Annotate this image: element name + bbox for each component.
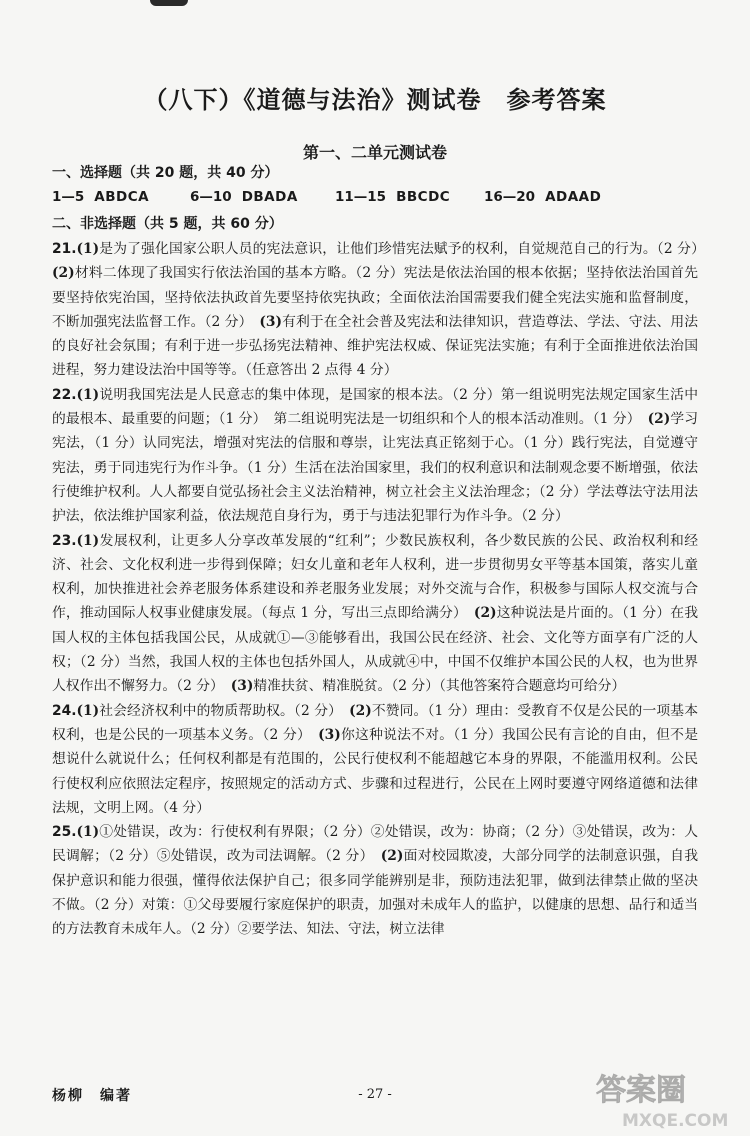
question-25 bbox=[52, 820, 698, 941]
part-label: (1) bbox=[76, 386, 100, 403]
part-text: 这种说法是片面的。（1 分）在我国人权的主体包括我国公民，从成就①—③能够看出，我国公民在经济、社会、文化等方面享有广泛的人权；（2 分）当然，我国人权的主体也包括外国人，从成就④中，中国不仅维护本国公民的人权，也为世界人权作出不懈努力。（2 分） bbox=[52, 605, 698, 695]
part-text: 精准扶贫、精准脱贫。（2 分）（其他答案符合题意均可给分） bbox=[253, 678, 626, 695]
part-text: 不赞同。（1 分）理由：受教育不仅是公民的一项基本权利，也是公民的一项基本义务。（2 分） bbox=[52, 702, 698, 743]
answer-keys: DBADA bbox=[241, 189, 298, 205]
answer-range: 11—15 bbox=[335, 189, 387, 205]
answer-body bbox=[52, 237, 712, 942]
question-23 bbox=[52, 529, 698, 699]
part-text: 说明我国宪法是人民意志的集中体现，是国家的根本法。（2 分）第一组说明宪法规定国家生活中的最根本、最重要的问题；（1 分） 第二组说明宪法是一切组织和个人的根本活动准则。（1 分） bbox=[52, 386, 698, 428]
part-label: (1) bbox=[76, 532, 100, 549]
question-number: 24. bbox=[52, 702, 77, 719]
part-label: (3) bbox=[230, 678, 254, 695]
part-text: 社会经济权利中的物质帮助权。（2 分） bbox=[99, 702, 350, 719]
page-title: （八下）《道德与法治》测试卷 参考答案 bbox=[143, 86, 607, 114]
question-number: 25. bbox=[52, 824, 77, 841]
answer-group bbox=[190, 189, 298, 205]
section-heading-nonchoice: 二、非选择题（共 5 题，共 60 分） bbox=[52, 216, 283, 232]
page-number: - 27 - bbox=[358, 1087, 392, 1102]
answer-range: 16—20 bbox=[484, 189, 536, 205]
question-number: 21. bbox=[52, 241, 77, 257]
watermark-logo-text: 答案圈 bbox=[596, 1073, 686, 1108]
part-label: (1) bbox=[76, 702, 100, 719]
question-24 bbox=[52, 699, 698, 820]
question-22 bbox=[52, 383, 698, 529]
part-label: (1) bbox=[76, 824, 100, 841]
part-label: (3) bbox=[259, 313, 283, 330]
part-label: (2) bbox=[473, 605, 497, 622]
part-text: 发展权利，让更多人分享改革发展的“红利”；少数民族权利，各少数民族的公民、政治权利和经济、社会、文化权利进一步得到保障；妇女儿童和老年人权利，进一步贯彻男女平等基本国策，落实儿童权利，加快推进社会养老服务体系建设和养老服务业发展；对外交流与合作，积极参与国际人权交流与合作，推动国际人权事业健康发展。（每点 1 分，写出三点即给满分） bbox=[52, 532, 698, 622]
answer-keys: ADAAD bbox=[545, 189, 602, 205]
answer-group bbox=[484, 189, 601, 205]
answer-group bbox=[335, 189, 450, 205]
question-number: 22. bbox=[52, 386, 77, 403]
part-label: (2) bbox=[52, 265, 75, 282]
watermark-url: MXQE.COM bbox=[622, 1111, 729, 1131]
part-text: 面对校园欺凌，大部分同学的法制意识强，自我保护意识和能力很强，懂得依法保护自己；很多同学能辨别是非，预防违法犯罪，做到法律禁止做的坚决不做。（2 分）对策：①父母要履行家庭保护的职责，加强对未成年人的监护，以健康的思想、品行和适当的方法教育未成年人。（2 分）②要学法、知法、守法，树立法律 bbox=[52, 848, 698, 938]
answer-range: 6—10 bbox=[190, 189, 232, 205]
question-21 bbox=[52, 237, 712, 383]
answer-keys: ABDCA bbox=[94, 189, 150, 205]
part-text: 是为了强化国家公职人员的宪法意识，让他们珍惜宪法赋予的权利，自觉规范自己的行为。（2 分） bbox=[99, 241, 712, 257]
part-label: (2) bbox=[647, 411, 671, 428]
part-label: (2) bbox=[380, 848, 404, 865]
choice-answers bbox=[52, 189, 712, 209]
answer-group bbox=[52, 189, 149, 205]
unit-subtitle: 第一、二单元测试卷 bbox=[302, 143, 447, 162]
scan-mark bbox=[150, 0, 188, 6]
section-heading-choice: 一、选择题（共 20 题，共 40 分） bbox=[52, 165, 279, 181]
answer-keys: BBCDC bbox=[396, 189, 451, 205]
part-label: (1) bbox=[76, 241, 100, 257]
part-text: 学习宪法，（1 分）认同宪法，增强对宪法的信服和尊崇，让宪法真正铭刻于心。（1 分）践行宪法，自觉遵守宪法，勇于同违宪行为作斗争。（1 分）生活在法治国家里，我们的权利意识和法制观念要不断增强，依法行使维护权利。人人都要自觉弘扬社会主义法治精神，树立社会主义法治理念；（2 分）学法尊法守法用法护法，依法维护国家利益，依法规范自身行为，勇于与违法犯罪行为作斗争。（2 分） bbox=[52, 411, 699, 525]
part-text: 材料二体现了我国实行依法治国的基本方略。（2 分）宪法是依法治国的根本依据；坚持依法治国首先要坚持依宪治国，坚持依法执政首先要坚持依宪执政；全面依法治国需要我们健全宪法实施和监督制度，不断加强宪法监督工作。（2 分） bbox=[52, 265, 698, 330]
part-label: (3) bbox=[318, 726, 341, 743]
part-text: 你这种说法不对。（1 分）我国公民有言论的自由，但不是想说什么就说什么；任何权利都是有范围的，公民行使权利不能超越它本身的界限，不能滥用权利。公民行使权利应依照法定程序，按照规定的活动方式、步骤和过程进行，公民在上网时要遵守网络道德和法律法规，文明上网。（4 分） bbox=[52, 726, 698, 816]
answer-range: 1—5 bbox=[52, 189, 85, 205]
site-watermark bbox=[592, 1064, 742, 1132]
question-number: 23. bbox=[52, 532, 77, 549]
part-label: (2) bbox=[349, 702, 372, 719]
editor-credit: 杨柳 编著 bbox=[52, 1088, 132, 1104]
part-text: ①处错误，改为：行使权利有界限；（2 分）②处错误，改为：协商；（2 分）③处错误，改为：人民调解；（2 分）⑤处错误，改为司法调解。（2 分） bbox=[52, 824, 698, 865]
part-text: 有利于在全社会普及宪法和法律知识，营造尊法、学法、守法、用法的良好社会氛围；有利于进一步弘扬宪法精神、维护宪法权威、保证宪法实施；有利于全面推进依法治国进程，努力建设法治中国等等。（任意答出 2 点得 4 分） bbox=[52, 313, 698, 379]
